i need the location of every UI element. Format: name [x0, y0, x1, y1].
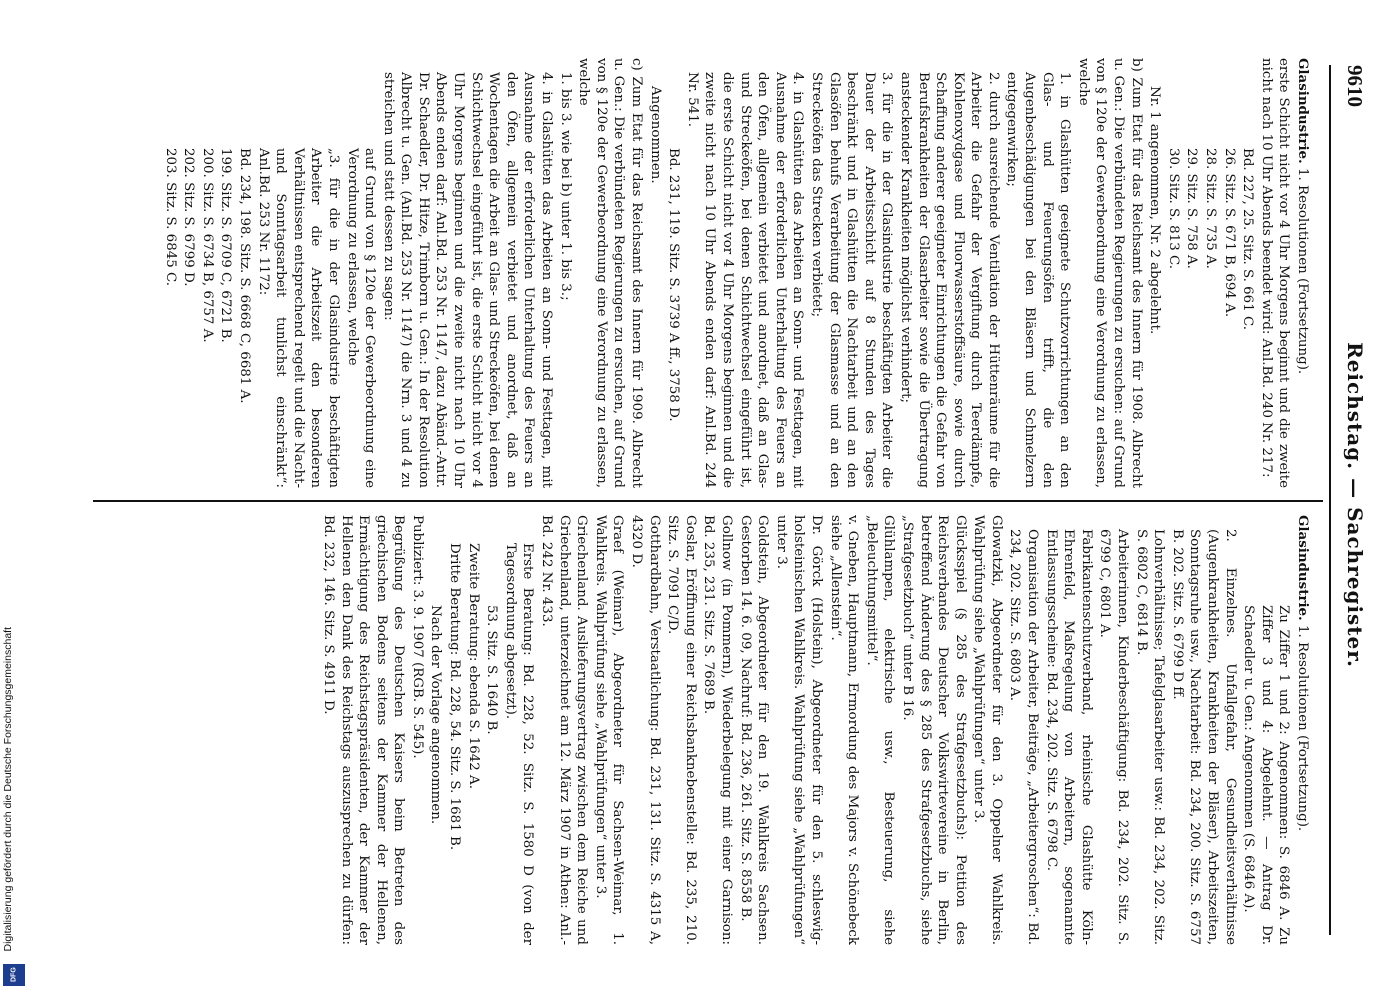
left-item: 1. in Glashütten geeignete Schutzvorrichtungen an den Glas- und Feuerungsöfen trifft, die den Augenbeschädigungen bei den Bläsern und Schmelzern entgegenwirken;: [1004, 72, 1073, 488]
right-heading-keyword: Glasindustrie.: [1295, 515, 1311, 621]
right-para: Nach der Vorlage angenommen.: [428, 605, 444, 825]
right-para: Arbeiterinnen, Kinderbeschäftigung: Bd. 234, 202. Sitz. S. 6799 C, 6801 A.: [1097, 529, 1131, 945]
running-title: Reichstag. — Sachregister.: [1343, 342, 1367, 668]
right-entry: Glühlampen, elektrische usw., Besteuerung, siehe „Beleuchtungsmittel“.: [863, 515, 897, 945]
right-entry: v. Gneben, Hauptmann, Ermordung des Majors v. Schönebeck siehe „Allenstein“.: [827, 515, 861, 945]
right-para: Erste Beratung: Bd. 228, 52. Sitz. S. 1580 D (von der Tagesordnung abgesetzt).: [502, 543, 536, 945]
page-header: [1327, 65, 1371, 945]
left-heading: [1293, 58, 1311, 488]
right-entry: Goldstein, Abgeordneter für den 19. Wahlkreis Sachsen. Gestorben 14. 6. 09, Nachruf: Bd. 236, 261. Sitz. S. 8558 B.: [737, 515, 771, 945]
left-ref: 26. Sitz. S. 671 B, 694 A.: [1221, 148, 1237, 318]
right-para: Zu Ziffer 1 und 2: Angenommen: S. 6846 A. Zu Ziffer 3 und 4: Abgelehnt. — Antrag Dr. Schaedler u. Gen.: Angenommen (S. 6846 A).: [1241, 605, 1292, 945]
header-rule: [1329, 65, 1331, 935]
right-entry: Gotthardbahn, Verstaatlichung: Bd. 231, 131. Sitz. S. 4315 A, 4320 D.: [629, 515, 662, 945]
left-para: Angenommen.: [647, 86, 663, 184]
left-item: 2. durch ausreichende Ventilation der Hüttenräume für die Arbeiter die Gefahr der Vergiftung durch Teerdämpfe, Kohlenoxydgase und Fluorwasserstoffsäure, sowie durch Schaffung anderer geeigneter Einrichtungen die Gefahr von Berufskrankheiten der Glasarbeiter sowie die Übertragung ansteckender Krankheiten möglichst verhindert;: [897, 72, 1001, 488]
right-entry: Publiziert: 3. 9. 1907 (RGB. S. 545).: [409, 515, 425, 759]
left-ref: Bd. 227, 25. Sitz. S. 661 C.: [1240, 148, 1256, 331]
right-para: 2. Einzelnes. Unfallgefahr, Gesundheitsverhältnisse (Augenkrankheiten, Krankheiten der Bläser), Arbeitszeiten, Sonntagsruhe usw., Nachtarbeit: Bd. 234, 200. Sitz. S. 6757 B. 202. Sitz. S. 6799 D ff.: [1169, 529, 1238, 945]
right-para: Lohnverhältnisse; Tafelglasarbeiter usw.: Bd. 234, 202. Sitz. S. 6802 C, 6814 B.: [1133, 529, 1167, 945]
left-ref: 203. Sitz. S. 6845 C.: [162, 148, 178, 287]
right-entry: Goslar, Eröffnung einer Reichsbanknebenstelle: Bd. 235, 210. Sitz. S. 7091 C/D.: [665, 515, 698, 945]
left-ref: 28. Sitz. S. 735 A.: [1203, 148, 1219, 269]
left-ref: 200. Sitz. S. 6734 B, 6757 A.: [199, 148, 215, 343]
left-ref: Bd. 234, 198. Sitz. S. 6668 C, 6681 A.: [236, 148, 252, 404]
left-ref: 199. Sitz. S. 6709 C, 6721 B.: [218, 148, 234, 343]
right-heading: [1293, 515, 1311, 945]
right-entry: Dr. Görck (Holstein), Abgeordneter für den 5. schleswig-holsteinischen Wahlkreis. Wahlprüfung siehe „Wahlprüfungen“ unter 3.: [773, 515, 824, 945]
left-ref: 29. Sitz. S. 758 A.: [1184, 148, 1200, 269]
right-ref: 53. Sitz. S. 1640 B.: [484, 605, 500, 735]
left-ref: 202. Sitz. S. 6799 D.: [181, 148, 197, 287]
right-entry: Griechenland. Auslieferungsvertrag zwischen dem Reiche und Griechenland, unterzeichnet am 12. März 1907 in Athen: Anl.-Bd. 242 Nr. 433.: [539, 515, 590, 945]
right-entry: Gollnow (in Pommern), Wiederbelegung mit einer Garnison: Bd. 235, 231. Sitz. S. 7689 B.: [701, 515, 734, 945]
page-number: 9610: [1343, 65, 1367, 107]
left-heading-keyword: Glasindustrie.: [1295, 58, 1311, 164]
right-para: Organisation der Arbeiter, Beiträge, „Arbeitergroschen“: Bd. 234, 202. Sitz. S. 6803 A.: [1007, 529, 1041, 945]
right-entry: Glücksspiel (§ 285 des Strafgesetzbuchs): Petition des Reichsverbandes Deutscher Volkswirtevereine in Berlin, betreffend Änderung des § 285 des Strafgesetzbuchs, siehe „Strafgesetzbuch“ unter B 16.: [899, 515, 968, 945]
left-item: 4. in Glashütten das Arbeiten an Sonn- und Festtagen, mit Ausnahme der erforderlichen Unterhaltung des Feuers an den Öfen, allgemein verbietet und anordnet, daß an Wochentagen die Arbeit an Glas- und Streckeöfen, bei denen Schichtwechsel eingeführt ist, die erste Schicht nicht vor 4 Uhr Morgens beginnen und die zweite nicht nach 10 Uhr Abends enden darf: Anl.Bd. 253 Nr. 1147, dazu Abänd.-Antr. Dr. Schaedler, Dr. Hitze, Trimborn u. Gen.: In der Resolution Albrecht u. Gen. (Anl.Bd. 253 Nr. 1147) die Nrn. 3 und 4 zu streichen und statt dessen zu sagen:: [380, 72, 555, 488]
right-para: Dritte Beratung: Bd. 228, 54. Sitz. S. 1681 B.: [447, 543, 463, 851]
funding-footer: [0, 0, 28, 992]
funding-note: Digitalisierung gefördert durch die Deutsche Forschungsgemeinschaft: [2, 627, 14, 952]
left-para: b) Zum Etat für das Reichsamt des Innern für 1908. Albrecht u. Gen.: Die verbündeten Regierungen zu ersuchen: auf Grund von § 120e der Gewerbeordnung eine Verordnung zu erlassen, welche: [1075, 58, 1144, 488]
left-item: 4. in Glashütten das Arbeiten an Sonn- und Festtagen, mit Ausnahme der erforderlichen Unterhaltung des Feuers an den Öfen, allgemein verbietet und anordnet, daß an Glas- und Streckeöfen, bei denen Schichtwechsel eingeführt ist, die erste Schicht nicht vor 4 Uhr Morgens beginnen und die zweite nicht nach 10 Uhr Abends enden darf: Anl.Bd. 244 Nr. 541.: [684, 72, 806, 488]
left-para: „3. für die in der Glasindustrie beschäftigten Arbeiter die Arbeitszeit den besonderen Verhältnissen entsprechend regelt und die Nacht- und Sonntagsarbeit tunlichst einschränkt“: Anl.Bd. 253 Nr. 1172:: [255, 148, 341, 488]
left-para: Nr. 1 angenommen, Nr. 2 abgelehnt.: [1147, 86, 1163, 335]
right-entry: Graef (Weimar), Abgeordneter für Sachsen-Weimar, 1. Wahlkreis. Wahlprüfung siehe „Wahlprüfungen“ unter 3.: [592, 515, 626, 945]
left-para: erste Schicht nicht vor 4 Uhr Morgens beginnt und die zweite nicht nach 10 Uhr Abends beendet wird: Anl.Bd. 240 Nr. 217:: [1258, 58, 1292, 488]
left-ref: Bd. 231, 119. Sitz. S. 3739 A ff., 3758 D.: [666, 148, 682, 422]
left-para: auf Grund von § 120e der Gewerbeordnung eine Verordnung zu erlassen, welche: [344, 148, 378, 488]
left-item: 1. bis 3. wie bei b) unter 1. bis 3.;: [557, 72, 573, 301]
right-column: [81, 515, 1311, 945]
right-para: Zweite Beratung: ebenda S. 1642 A.: [465, 543, 481, 789]
column-divider: [93, 500, 1323, 502]
right-heading-rest: 1. Resolutionen (Fortsetzung).: [1295, 624, 1310, 832]
right-entry: Begrüßung des Deutschen Kaisers beim Betreten des griechischen Bodens seitens der Kammer der Hellenen, Ermächtigung des Reichstagspräsidenten, der Kammer der Hellenen den Dank des Reichstags auszusprechen zu dürfen: Bd. 232, 146. Sitz. S. 4911 D.: [320, 515, 407, 945]
left-para: c) Zum Etat für das Reichsamt des Innern für 1909. Albrecht u. Gen.: Die verbündeten Regierungen zu ersuchen, auf Grund von § 120e der Gewerbeordnung eine Verordnung zu erlassen, welche: [576, 58, 645, 488]
left-column: [81, 58, 1311, 488]
left-ref: 30. Sitz. S. 813 C.: [1165, 148, 1181, 270]
left-item: 3. für die in der Glasindustrie beschäftigten Arbeiter die Dauer der Arbeitsschicht auf 8 Stunden des Tages beschränkt und in Glashütten die Nachtarbeit und an den Glasöfen behufs Verarbeitung der Glasmasse und an den Streckeöfen das Strecken verbietet;: [808, 72, 895, 488]
left-heading-rest: 1. Resolutionen (Fortsetzung).: [1295, 167, 1310, 375]
right-entry: Glowatzki, Abgeordneter für den 3. Oppelner Wahlkreis. Wahlprüfung siehe „Wahlprüfungen“ unter 3.: [971, 515, 1004, 945]
dfg-logo-icon: DFG: [3, 964, 25, 986]
right-para: Fabrikantenschutzverband, rheinische Glashütte Köln-Ehrenfeld, Maßregelung von Arbeitern, sogenannte Entlassungsscheine: Bd. 234, 202. Sitz. S. 6798 C.: [1043, 529, 1094, 945]
